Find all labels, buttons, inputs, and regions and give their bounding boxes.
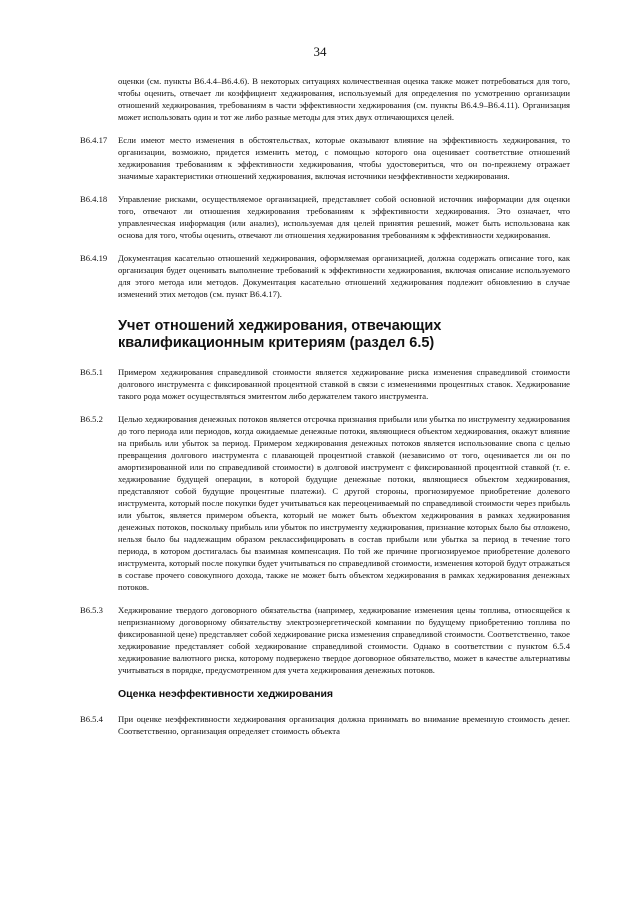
paragraph-number: B6.5.4 [80,714,103,724]
subsection-heading: Оценка неэффективности хеджирования [118,688,334,700]
paragraph-number: B6.5.3 [80,605,103,615]
paragraph-text: Хеджирование твердого договорного обязательства (например, хеджирование изменения цены топлива, относящейся к непризнанному договорному обязательству электроэнергетической компании по будущему приобретению топлива по фиксированной цене) представляет собой хеджирование риска изменения справедливой стоимости. Соответственно, такое хеджирование представляет собой хеджирование справедливой стоимости. Однако в соответствии с пунктом 6.5.4 хеджирование валютного риска, которому подвержено твердое договорное обязательство, может в качестве альтернативы учитываться в порядке, предусмотренном для учета хеджирования денежных потоков. [118,605,570,675]
paragraph-b6-5-1 [80,366,570,402]
paragraph-text: Примером хеджирования справедливой стоимости является хеджирование риска изменения справедливой стоимости долгового инструмента с фиксированной процентной ставкой в связи с изменениями процентных ставок. Хеджирование такого рода может осуществляться эмитентом либо держателем такого инструмента. [118,367,570,401]
paragraph-b6-5-3 [80,604,570,676]
document-body [80,75,570,748]
paragraph-text: Управление рисками, осуществляемое организацией, представляет собой основной источник информации для оценки того, отвечают ли отношения хеджирования требованиям к эффективности хеджирования. Это означает, что управленческая информация (или анализ), используемая для целей принятия решений, может быть использована как основа для того, чтобы оценить, отвечают ли отношения хеджирования требованиям к эффективности хеджирования. [118,194,570,240]
paragraph-b6-5-2 [80,413,570,593]
paragraph-b6-4-18 [80,193,570,241]
paragraph-text: При оценке неэффективности хеджирования организация должна принимать во внимание временную стоимость денег. Соответственно, организация определяет стоимость объекта [118,714,570,736]
paragraph-text: Документация касательно отношений хеджирования, оформляемая организацией, должна содержать описание того, как организация будет оценивать выполнение требований к эффективности хеджирования, включая описание используемого для этого метода или методов. Документация касательно отношений хеджирования подлежит обновлению в случае изменений этих методов (см. пункт B6.4.17). [118,253,570,299]
paragraph-b6-4-19 [80,252,570,300]
paragraph-text: Целью хеджирования денежных потоков является отсрочка признания прибыли или убытка по инструменту хеджирования до того периода или периодов, когда ожидаемые денежные потоки, являющиеся объектом хеджирования, окажут влияние на прибыль или убыток за период. Примером хеджирования денежных потоков является использование свопа с целью превращения долгового инструмента с плавающей процентной ставкой (независимо от того, оценивается ли он по амортизированной или по справедливой стоимости) в долговой инструмент с фиксированной процентной ставкой (т. е. хеджирование будущей операции, в которой будущие денежные потоки, являющиеся объектом хеджирования, представляют собой будущие процентные платежи). С другой стороны, прогнозируемое приобретение долевого инструмента, который после покупки будет учитываться как переоцениваемый по справедливой стоимости через прибыль или убыток, является примером объекта, который не может быть объектом хеджирования в рамках хеджирования денежных потоков, поскольку прибыль или убыток по инструменту хеджирования, признание которых было бы отложено, нельзя было бы надлежащим образом реклассифицировать в состав прибыли или убытка за период в течение того периода, в котором достигалась бы взаимная компенсация. По той же причине прогнозируемое приобретение долевого инструмента, который после покупки будет учитываться по справедливой стоимости, изменения которой будут отражаться в составе прочего совокупного дохода, также не может быть объектом хеджирования в рамках хеджирования денежных потоков. [118,414,570,592]
intro-paragraph: оценки (см. пункты B6.4.4–B6.4.6). В некоторых ситуациях количественная оценка также может потребоваться для того, чтобы оценить, отвечает ли коэффициент хеджирования, используемый для определения по усмотрению организации отношений хеджирования, требованиям в части эффективности хеджирования (см. пункты B6.4.9–B6.4.11). Организация может использовать один и тот же либо разные методы для этих двух отличающихся целей. [118,76,570,122]
page-number: 34 [313,44,327,59]
paragraph-number: B6.5.2 [80,414,103,424]
paragraph-number: B6.4.19 [80,253,108,263]
paragraph-number: B6.4.18 [80,194,108,204]
paragraph-b6-5-4 [80,713,570,737]
paragraph-text: Если имеют место изменения в обстоятельствах, которые оказывают влияние на эффективность хеджирования, то организации, возможно, придется изменить метод, с помощью которого она оценивает соответствие отношений хеджирования требованиям к эффективности хеджирования, чтобы удостовериться, что он по-прежнему отражает значимые характеристики отношений хеджирования, включая источники неэффективности хеджирования. [118,135,570,181]
paragraph-b6-4-17 [80,134,570,182]
paragraph-number: B6.5.1 [80,367,103,377]
paragraph-number: B6.4.17 [80,135,108,145]
section-heading: Учет отношений хеджирования, отвечающих квалификационным критериям (раздел 6.5) [118,318,442,351]
